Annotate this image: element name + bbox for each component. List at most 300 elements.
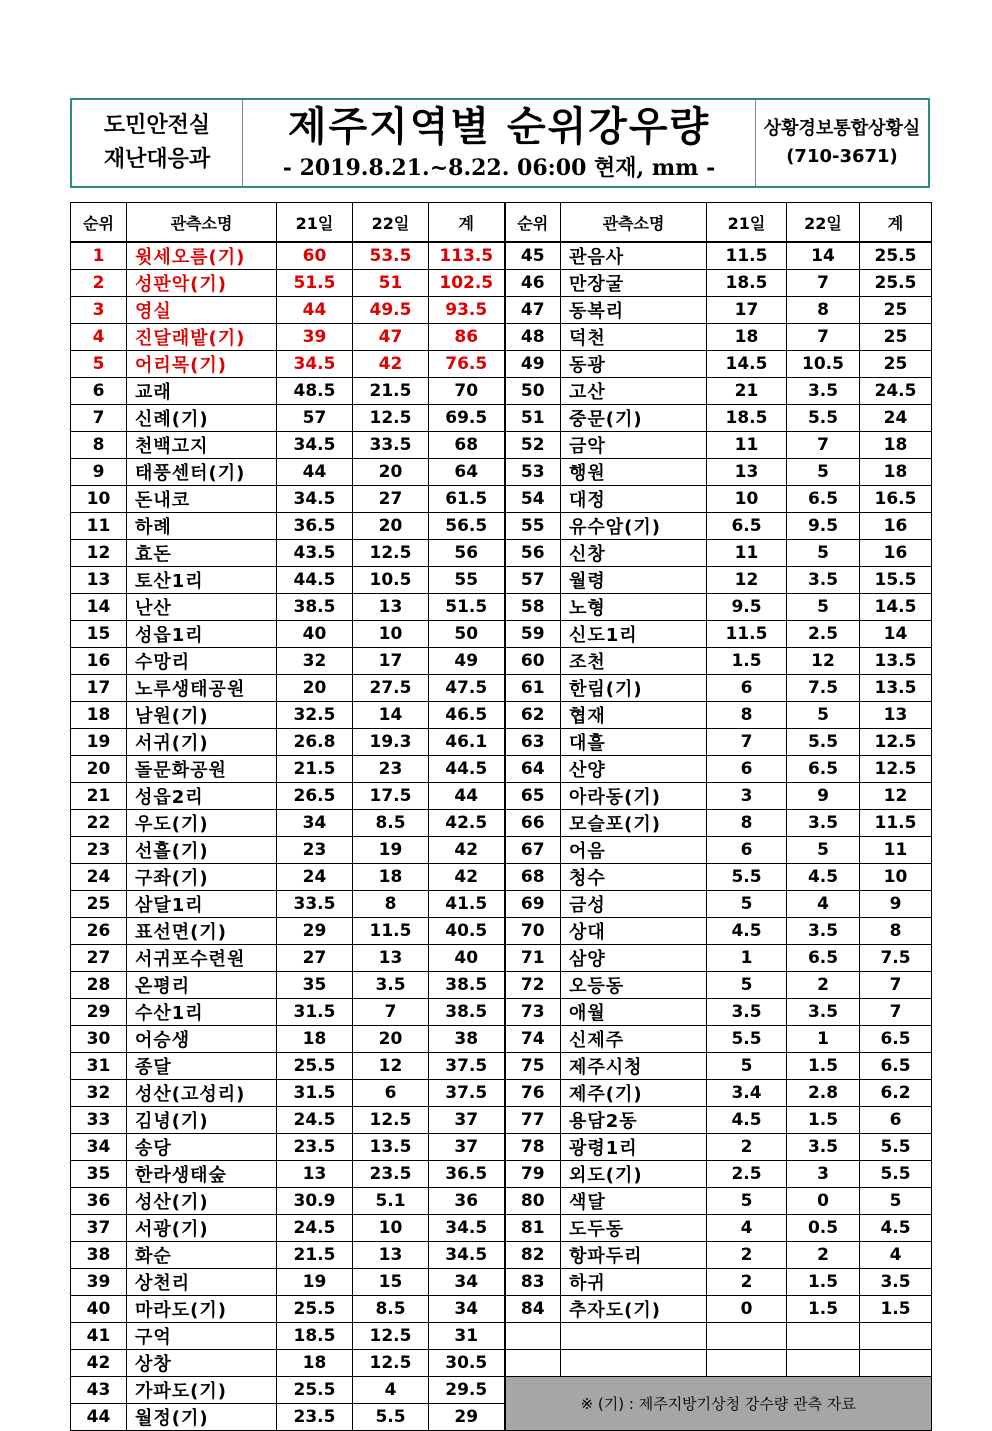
rank-cell: 1 [71,242,127,270]
rank-cell: 17 [71,675,127,702]
empty-cell [561,1323,707,1350]
value-cell: 113.5 [429,242,505,270]
value-cell: 70 [429,378,505,405]
table-row [71,945,932,972]
value-cell: 11 [860,837,932,864]
value-cell: 3.5 [787,810,860,837]
column-header: 순위 [505,203,561,243]
value-cell: 7.5 [787,675,860,702]
value-cell: 9.5 [787,513,860,540]
station-name-cell: 하례 [127,513,277,540]
rank-cell: 40 [71,1296,127,1323]
value-cell: 18 [277,1026,353,1053]
station-name-cell: 대흘 [561,729,707,756]
value-cell: 14 [353,702,429,729]
report-header [70,98,930,188]
value-cell: 26.8 [277,729,353,756]
rank-cell: 3 [71,297,127,324]
value-cell: 13 [353,1242,429,1269]
rank-cell: 36 [71,1188,127,1215]
rainfall-table-container [70,202,931,1431]
rank-cell: 51 [505,405,561,432]
value-cell: 3.5 [707,999,787,1026]
rank-cell: 57 [505,567,561,594]
value-cell: 10.5 [787,351,860,378]
value-cell: 7 [860,972,932,999]
station-name-cell: 난산 [127,594,277,621]
station-name-cell: 마라도(기) [127,1296,277,1323]
rank-cell: 71 [505,945,561,972]
value-cell: 18 [277,1350,353,1377]
value-cell: 51.5 [429,594,505,621]
value-cell: 5 [787,459,860,486]
value-cell: 25.5 [277,1296,353,1323]
value-cell: 19.3 [353,729,429,756]
page-title: 제주지역별 순위강우량 [287,104,711,150]
rank-cell: 48 [505,324,561,351]
value-cell: 25 [860,351,932,378]
value-cell: 4.5 [787,864,860,891]
value-cell: 1.5 [860,1296,932,1323]
station-name-cell: 서귀포수련원 [127,945,277,972]
value-cell: 38.5 [277,594,353,621]
station-name-cell: 신례(기) [127,405,277,432]
station-name-cell: 아라동(기) [561,783,707,810]
station-name-cell: 성읍1리 [127,621,277,648]
value-cell: 8 [353,891,429,918]
value-cell: 69.5 [429,405,505,432]
value-cell: 39 [277,324,353,351]
value-cell: 7.5 [860,945,932,972]
empty-cell [787,1323,860,1350]
rank-cell: 26 [71,918,127,945]
station-name-cell: 광령1리 [561,1134,707,1161]
value-cell: 2 [707,1242,787,1269]
station-name-cell: 금악 [561,432,707,459]
value-cell: 34.5 [429,1215,505,1242]
value-cell: 5.5 [787,729,860,756]
station-name-cell: 유수암(기) [561,513,707,540]
rank-cell: 33 [71,1107,127,1134]
rank-cell: 20 [71,756,127,783]
table-row [71,513,932,540]
table-row [71,1242,932,1269]
table-row [71,1026,932,1053]
value-cell: 36.5 [429,1161,505,1188]
value-cell: 12 [707,567,787,594]
value-cell: 5.5 [707,1026,787,1053]
rank-cell: 5 [71,351,127,378]
value-cell: 8 [707,702,787,729]
value-cell: 50 [429,621,505,648]
station-name-cell: 우도(기) [127,810,277,837]
value-cell: 4 [860,1242,932,1269]
value-cell: 18 [353,864,429,891]
rank-cell: 15 [71,621,127,648]
division-name: 재난대응과 [103,147,211,172]
rank-cell: 80 [505,1188,561,1215]
value-cell: 13 [353,594,429,621]
value-cell: 93.5 [429,297,505,324]
value-cell: 6 [353,1080,429,1107]
station-name-cell: 구억 [127,1323,277,1350]
rank-cell: 78 [505,1134,561,1161]
value-cell: 2.5 [787,621,860,648]
value-cell: 5.5 [860,1161,932,1188]
rank-cell: 4 [71,324,127,351]
station-name-cell: 행원 [561,459,707,486]
value-cell: 41.5 [429,891,505,918]
office-name: 상황경보통합상황실 [763,118,921,139]
value-cell: 46.1 [429,729,505,756]
table-row [71,378,932,405]
value-cell: 34.5 [429,1242,505,1269]
rank-cell: 58 [505,594,561,621]
rank-cell: 83 [505,1269,561,1296]
rank-cell: 55 [505,513,561,540]
value-cell: 3.5 [787,999,860,1026]
value-cell: 20 [277,675,353,702]
table-row [71,1134,932,1161]
value-cell: 0 [707,1296,787,1323]
station-name-cell: 어리목(기) [127,351,277,378]
value-cell: 3.5 [860,1269,932,1296]
value-cell: 9.5 [707,594,787,621]
station-name-cell: 온평리 [127,972,277,999]
table-body [71,242,932,1431]
table-row [71,621,932,648]
value-cell: 25 [860,297,932,324]
column-header: 21일 [707,203,787,243]
rank-cell: 34 [71,1134,127,1161]
value-cell: 2.5 [707,1161,787,1188]
table-row [71,1323,932,1350]
value-cell: 24.5 [277,1107,353,1134]
value-cell: 34.5 [277,486,353,513]
station-name-cell: 상천리 [127,1269,277,1296]
value-cell: 24.5 [277,1215,353,1242]
column-header: 계 [429,203,505,243]
value-cell: 4.5 [707,918,787,945]
value-cell: 6.2 [860,1080,932,1107]
value-cell: 1.5 [787,1269,860,1296]
value-cell: 4.5 [860,1215,932,1242]
station-name-cell: 김녕(기) [127,1107,277,1134]
empty-cell [707,1350,787,1377]
page-subtitle: - 2019.8.21.~8.22. 06:00 현재, mm - [282,155,716,181]
column-header: 관측소명 [561,203,707,243]
rank-cell: 84 [505,1296,561,1323]
table-row [71,1296,932,1323]
station-name-cell: 종달 [127,1053,277,1080]
empty-cell [505,1323,561,1350]
rank-cell: 24 [71,864,127,891]
value-cell: 6 [707,837,787,864]
value-cell: 31.5 [277,1080,353,1107]
rank-cell: 11 [71,513,127,540]
station-name-cell: 성산(고성리) [127,1080,277,1107]
table-row [71,675,932,702]
value-cell: 25.5 [860,270,932,297]
station-name-cell: 남원(기) [127,702,277,729]
value-cell: 17.5 [353,783,429,810]
value-cell: 6 [707,756,787,783]
value-cell: 40 [277,621,353,648]
rank-cell: 79 [505,1161,561,1188]
value-cell: 10 [353,621,429,648]
station-name-cell: 협재 [561,702,707,729]
value-cell: 3.5 [787,567,860,594]
rank-cell: 52 [505,432,561,459]
value-cell: 5 [860,1188,932,1215]
rank-cell: 75 [505,1053,561,1080]
station-name-cell: 화순 [127,1242,277,1269]
rank-cell: 66 [505,810,561,837]
station-name-cell: 조천 [561,648,707,675]
value-cell: 26.5 [277,783,353,810]
table-row [71,459,932,486]
value-cell: 42 [429,837,505,864]
station-name-cell: 용담2동 [561,1107,707,1134]
value-cell: 6 [860,1107,932,1134]
value-cell: 20 [353,1026,429,1053]
value-cell: 32 [277,648,353,675]
value-cell: 10 [860,864,932,891]
table-row [71,810,932,837]
value-cell: 11 [707,432,787,459]
value-cell: 7 [860,999,932,1026]
value-cell: 2 [707,1269,787,1296]
title-block [243,100,755,186]
station-name-cell: 신도1리 [561,621,707,648]
value-cell: 12.5 [353,405,429,432]
value-cell: 25.5 [277,1377,353,1404]
station-name-cell: 표선면(기) [127,918,277,945]
rank-cell: 37 [71,1215,127,1242]
value-cell: 33.5 [353,432,429,459]
value-cell: 7 [787,432,860,459]
value-cell: 7 [787,270,860,297]
contact-block [755,100,928,186]
value-cell: 3 [707,783,787,810]
value-cell: 14 [860,621,932,648]
rank-cell: 13 [71,567,127,594]
table-row [71,1107,932,1134]
station-name-cell: 성판악(기) [127,270,277,297]
value-cell: 11.5 [707,621,787,648]
value-cell: 27 [277,945,353,972]
column-header: 순위 [71,203,127,243]
value-cell: 2 [787,1242,860,1269]
value-cell: 37 [429,1107,505,1134]
rank-cell: 39 [71,1269,127,1296]
rank-cell: 43 [71,1377,127,1404]
station-name-cell: 산양 [561,756,707,783]
value-cell: 17 [353,648,429,675]
rank-cell: 61 [505,675,561,702]
value-cell: 40.5 [429,918,505,945]
table-row [71,297,932,324]
rank-cell: 29 [71,999,127,1026]
value-cell: 5.5 [787,405,860,432]
value-cell: 32.5 [277,702,353,729]
value-cell: 18 [860,459,932,486]
value-cell: 31.5 [277,999,353,1026]
rank-cell: 22 [71,810,127,837]
value-cell: 18.5 [707,270,787,297]
value-cell: 5 [787,837,860,864]
value-cell: 19 [277,1269,353,1296]
value-cell: 3 [787,1161,860,1188]
rank-cell: 56 [505,540,561,567]
station-name-cell: 상대 [561,918,707,945]
value-cell: 34 [277,810,353,837]
value-cell: 5.1 [353,1188,429,1215]
value-cell: 24.5 [860,378,932,405]
station-name-cell: 고산 [561,378,707,405]
station-name-cell: 외도(기) [561,1161,707,1188]
value-cell: 60 [277,242,353,270]
rank-cell: 2 [71,270,127,297]
column-header: 관측소명 [127,203,277,243]
station-name-cell: 항파두리 [561,1242,707,1269]
value-cell: 2 [787,972,860,999]
empty-cell [860,1350,932,1377]
table-row [71,324,932,351]
value-cell: 27 [353,486,429,513]
rank-cell: 46 [505,270,561,297]
station-name-cell: 오등동 [561,972,707,999]
table-row [71,594,932,621]
station-name-cell: 진달래밭(기) [127,324,277,351]
station-name-cell: 신제주 [561,1026,707,1053]
value-cell: 13.5 [353,1134,429,1161]
value-cell: 30.9 [277,1188,353,1215]
value-cell: 12.5 [353,1350,429,1377]
value-cell: 44 [277,297,353,324]
empty-cell [505,1350,561,1377]
station-name-cell: 구좌(기) [127,864,277,891]
footnote: ※ (기) : 제주지방기상청 강수량 관측 자료 [505,1377,932,1431]
value-cell: 42.5 [429,810,505,837]
table-row [71,837,932,864]
value-cell: 14.5 [707,351,787,378]
value-cell: 42 [353,351,429,378]
station-name-cell: 청수 [561,864,707,891]
value-cell: 13 [277,1161,353,1188]
table-row [71,864,932,891]
table-row [71,918,932,945]
column-header: 22일 [353,203,429,243]
value-cell: 3.5 [353,972,429,999]
rank-cell: 16 [71,648,127,675]
rank-cell: 74 [505,1026,561,1053]
empty-cell [707,1323,787,1350]
station-name-cell: 제주(기) [561,1080,707,1107]
table-row [71,1269,932,1296]
rank-cell: 77 [505,1107,561,1134]
table-header-row [71,203,932,243]
empty-cell [860,1323,932,1350]
value-cell: 13 [353,945,429,972]
value-cell: 24 [860,405,932,432]
station-name-cell: 도두동 [561,1215,707,1242]
value-cell: 34.5 [277,432,353,459]
rank-cell: 32 [71,1080,127,1107]
value-cell: 14 [787,242,860,270]
value-cell: 0.5 [787,1215,860,1242]
value-cell: 49 [429,648,505,675]
value-cell: 5.5 [707,864,787,891]
value-cell: 4.5 [707,1107,787,1134]
value-cell: 21.5 [353,378,429,405]
station-name-cell: 교래 [127,378,277,405]
station-name-cell: 서귀(기) [127,729,277,756]
value-cell: 9 [787,783,860,810]
rank-cell: 21 [71,783,127,810]
value-cell: 6.5 [860,1053,932,1080]
value-cell: 5 [707,1188,787,1215]
value-cell: 11.5 [353,918,429,945]
value-cell: 10 [353,1215,429,1242]
value-cell: 5 [787,594,860,621]
value-cell: 40 [429,945,505,972]
station-name-cell: 성읍2리 [127,783,277,810]
station-name-cell: 노형 [561,594,707,621]
table-row [71,270,932,297]
value-cell: 44.5 [429,756,505,783]
station-name-cell: 삼달1리 [127,891,277,918]
rank-cell: 69 [505,891,561,918]
rank-cell: 25 [71,891,127,918]
rank-cell: 8 [71,432,127,459]
station-name-cell: 제주시청 [561,1053,707,1080]
value-cell: 5 [707,891,787,918]
table-row [71,486,932,513]
rank-cell: 47 [505,297,561,324]
value-cell: 102.5 [429,270,505,297]
station-name-cell: 중문(기) [561,405,707,432]
station-name-cell: 덕천 [561,324,707,351]
rank-cell: 30 [71,1026,127,1053]
rank-cell: 9 [71,459,127,486]
value-cell: 68 [429,432,505,459]
value-cell: 37.5 [429,1080,505,1107]
department-name: 도민안전실 [103,113,211,138]
department-block [72,100,243,186]
station-name-cell: 돌문화공원 [127,756,277,783]
station-name-cell: 한라생태숲 [127,1161,277,1188]
value-cell: 10.5 [353,567,429,594]
value-cell: 25 [860,324,932,351]
value-cell: 43.5 [277,540,353,567]
station-name-cell: 월령 [561,567,707,594]
value-cell: 56.5 [429,513,505,540]
station-name-cell: 상창 [127,1350,277,1377]
value-cell: 25.5 [277,1053,353,1080]
value-cell: 2 [707,1134,787,1161]
column-header: 22일 [787,203,860,243]
rank-cell: 81 [505,1215,561,1242]
rank-cell: 12 [71,540,127,567]
rank-cell: 63 [505,729,561,756]
value-cell: 7 [707,729,787,756]
value-cell: 44.5 [277,567,353,594]
value-cell: 16 [860,513,932,540]
rank-cell: 70 [505,918,561,945]
station-name-cell: 애월 [561,999,707,1026]
table-row [71,648,932,675]
